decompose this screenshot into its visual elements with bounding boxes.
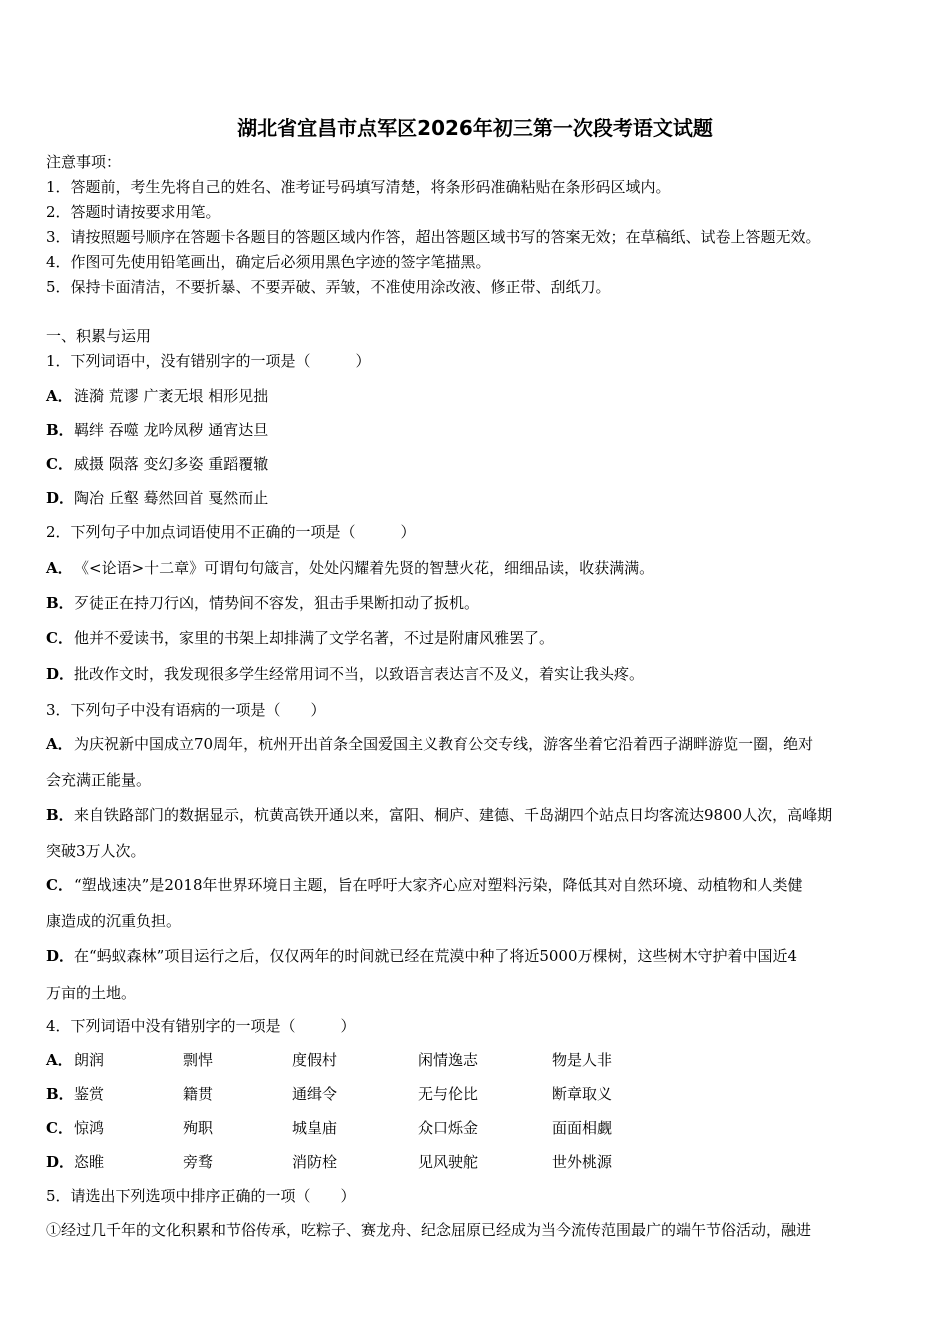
word: 朗润	[74, 1051, 105, 1069]
notice-item: 1．答题前，考生先将自己的姓名、准考证号码填写清楚，将条形码准确粘贴在条形码区域内。	[46, 178, 671, 196]
question-1-option-a	[46, 386, 268, 406]
option-letter: A．	[46, 735, 73, 753]
notice-heading: 注意事项：	[46, 153, 122, 171]
word: 惊鸿	[74, 1119, 105, 1137]
word: 剽悍	[183, 1051, 214, 1069]
option-text: 来自铁路部门的数据显示，杭黄高铁开通以来，富阳、桐庐、建德、千岛湖四个站点日均客流达9800人次，高峰期	[74, 806, 833, 824]
option-letter: A．	[46, 559, 73, 577]
option-text: 涟漪 荒谬 广袤无垠 相形见拙	[74, 387, 269, 405]
option-text: 批改作文时，我发现很多学生经常用词不当，以致语言表达言不及义，着实让我头疼。	[74, 665, 645, 683]
option-letter: C．	[46, 876, 73, 894]
question-2-option-d	[46, 664, 644, 684]
option-letter: C．	[46, 1119, 73, 1137]
word: 籍贯	[183, 1085, 214, 1103]
word: 无与伦比	[418, 1085, 479, 1103]
word: 闲情逸志	[418, 1051, 479, 1069]
question-3-option-c	[46, 875, 803, 895]
word: 众口烁金	[418, 1119, 479, 1137]
word: 城皇庙	[292, 1119, 338, 1137]
option-letter: D．	[46, 947, 75, 965]
question-3-stem: 3．下列句子中没有语病的一项是（ ）	[46, 701, 326, 719]
option-continuation: 突破3万人次。	[46, 842, 146, 860]
word: 鉴赏	[74, 1085, 105, 1103]
question-2-option-c	[46, 628, 554, 648]
option-letter: C．	[46, 455, 73, 473]
option-text: 歹徒正在持刀行凶，情势间不容发，狙击手果断扣动了扳机。	[74, 594, 480, 612]
question-1-option-d	[46, 488, 268, 508]
option-letter: D．	[46, 1153, 75, 1171]
question-5-stem: 5．请选出下列选项中排序正确的一项（ ）	[46, 1187, 356, 1205]
option-letter: A．	[46, 387, 73, 405]
word: 殉职	[183, 1119, 214, 1137]
notice-item: 5．保持卡面清洁，不要折暴、不要弄破、弄皱，不准使用涂改液、修正带、刮纸刀。	[46, 278, 611, 296]
word: 见风驶舵	[418, 1153, 479, 1171]
question-3-option-a	[46, 734, 813, 754]
option-text: 羁绊 吞噬 龙吟凤秽 通宵达旦	[74, 421, 269, 439]
option-text: 他并不爱读书，家里的书架上却排满了文学名著，不过是附庸风雅罢了。	[74, 629, 555, 647]
question-2-stem: 2．下列句子中加点词语使用不正确的一项是（ ）	[46, 523, 416, 541]
option-letter: B．	[46, 421, 74, 439]
question-2-option-b	[46, 593, 479, 613]
option-continuation: 万亩的土地。	[46, 984, 137, 1002]
option-letter: B．	[46, 1085, 74, 1103]
page-title: 湖北省宜昌市点军区2026年初三第一次段考语文试题	[237, 116, 713, 140]
word: 通缉令	[292, 1085, 338, 1103]
word: 面面相觑	[552, 1119, 613, 1137]
option-letter: B．	[46, 594, 74, 612]
option-letter: D．	[46, 665, 75, 683]
question-1-option-b	[46, 420, 268, 440]
option-text: 在“蚂蚁森林”项目运行之后，仅仅两年的时间就已经在荒漠中种了将近5000万棵树，这些树木守护着中国近4	[74, 947, 798, 965]
question-1-stem: 1．下列词语中，没有错别字的一项是（ ）	[46, 352, 371, 370]
notice-item: 2．答题时请按要求用笔。	[46, 203, 221, 221]
question-3-option-b	[46, 805, 832, 825]
word: 度假村	[292, 1051, 338, 1069]
question-5-passage-line: ①经过几千年的文化积累和节俗传承，吃粽子、赛龙舟、纪念屈原已经成为当今流传范围最广的端午节俗活动，融进	[46, 1221, 812, 1239]
option-text: 为庆祝新中国成立70周年，杭州开出首条全国爱国主义教育公交专线，游客坐着它沿着西子湖畔游览一圈，绝对	[74, 735, 814, 753]
option-text: 陶冶 丘壑 蓦然回首 戛然而止	[74, 489, 269, 507]
option-letter: A．	[46, 1051, 73, 1069]
notice-item: 4．作图可先使用铅笔画出，确定后必须用黑色字迹的签字笔描黑。	[46, 253, 491, 271]
word: 物是人非	[552, 1051, 613, 1069]
option-text: “塑战速决”是2018年世界环境日主题，旨在呼吁大家齐心应对塑料污染，降低其对自然环境、动植物和人类健	[74, 876, 803, 894]
question-1-option-c	[46, 454, 268, 474]
word: 恣睢	[74, 1153, 105, 1171]
word: 旁骛	[183, 1153, 214, 1171]
option-continuation: 康造成的沉重负担。	[46, 912, 182, 930]
word: 断章取义	[552, 1085, 613, 1103]
option-continuation: 会充满正能量。	[46, 771, 152, 789]
option-text: 威摄 陨落 变幻多姿 重蹈覆辙	[74, 455, 269, 473]
option-letter: B．	[46, 806, 74, 824]
word: 消防栓	[292, 1153, 338, 1171]
word: 世外桃源	[552, 1153, 613, 1171]
option-letter: D．	[46, 489, 75, 507]
question-3-option-d	[46, 946, 797, 966]
option-text: 《<论语>十二章》可谓句句箴言，处处闪耀着先贤的智慧火花，细细品读，收获满满。	[74, 559, 655, 577]
question-4-stem: 4．下列词语中没有错别字的一项是（ ）	[46, 1017, 356, 1035]
question-2-option-a	[46, 558, 654, 578]
option-letter: C．	[46, 629, 73, 647]
notice-item: 3．请按照题号顺序在答题卡各题目的答题区域内作答，超出答题区域书写的答案无效；在草稿纸、试卷上答题无效。	[46, 228, 821, 246]
section-heading: 一、积累与运用	[46, 327, 152, 345]
